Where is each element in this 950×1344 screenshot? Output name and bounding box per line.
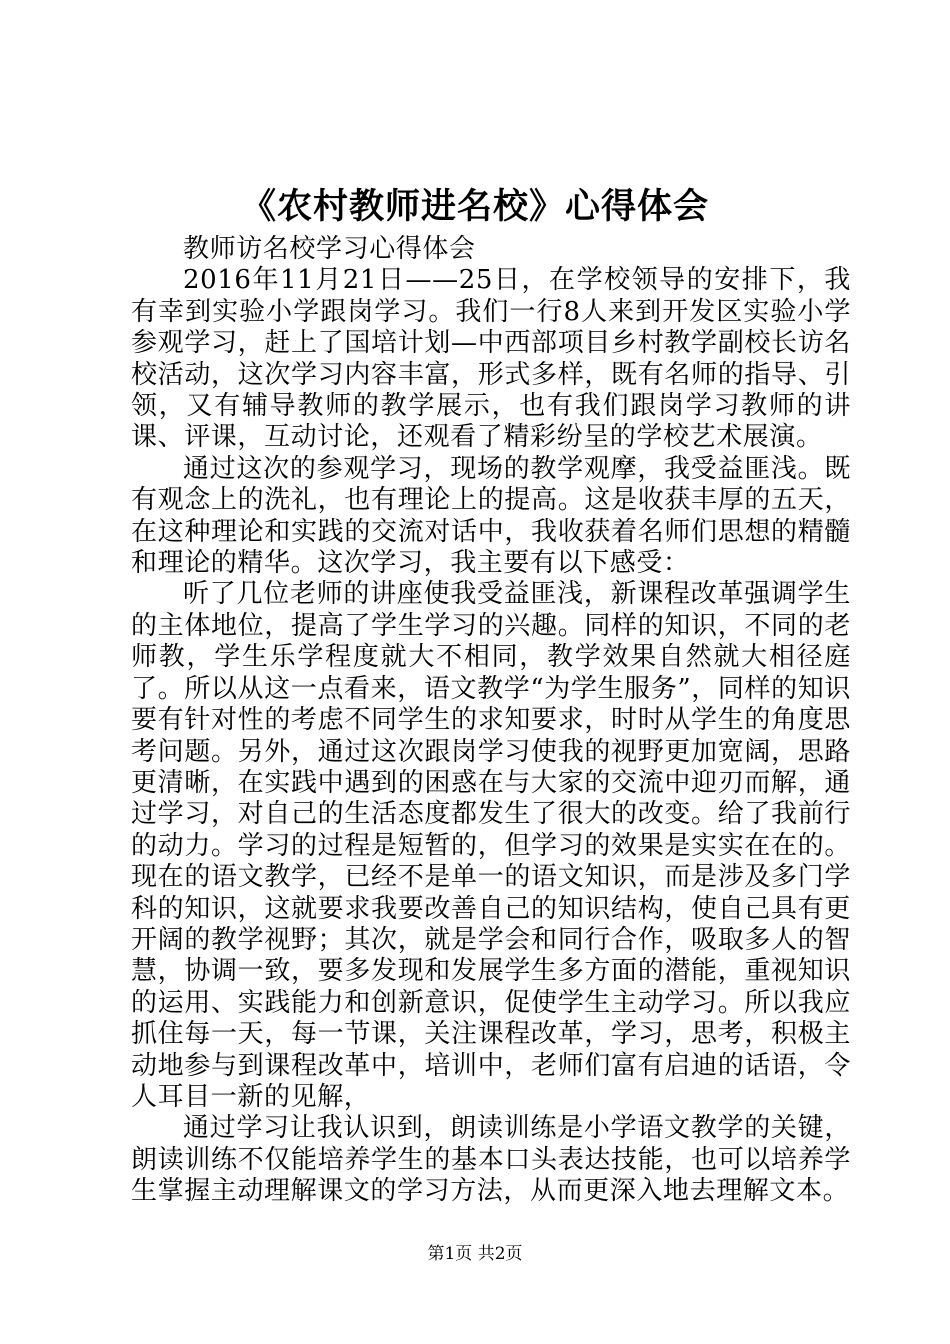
paragraph-subtitle: 教师访名校学习心得体会 bbox=[183, 234, 476, 264]
page-number-footer: 第1页 共2页 bbox=[427, 1244, 523, 1264]
paragraph-lectures: 听了几位老师的讲座使我受益匪浅，新课程改革强调学生的主体地位，提高了学生学习的兴趣。同样的知识，不同的老师教，学生乐学程度就大不相同，教学效果自然就大相径庭了。所以从这一点看来，语文教学“为学生服务”，同样的知识要有针对性的考虑不同学生的求知要求，时时从学生的角度思考问题。另外，通过这次跟岗学习使我的视野更加宽阔，思路更清晰，在实践中遇到的困惑在与大家的交流中迎刃而解，通过学习，对自己的生活态度都发生了很大的改变。给了我前行的动力。学习的过程是短暂的，但学习的效果是实实在在的。现在的语文教学，已经不是单一的语文知识，而是涉及多门学科的知识，这就要求我要改善自己的知识结构，使自己具有更开阔的教学视野；其次，就是学会和同行合作，吸取多人的智慧，协调一致，要多发现和发展学生多方面的潜能，重视知识的运用、实践能力和创新意识，促使学生主动学习。所以我应抓住每一天，每一节课，关注课程改革，学习，思考，积极主动地参与到课程改革中，培训中，老师们富有启迪的话语，令人耳目一新的见解， bbox=[131, 579, 851, 1112]
document-body bbox=[131, 234, 851, 1208]
paragraph-reading: 通过学习让我认识到，朗读训练是小学语文教学的关键，朗读训练不仅能培养学生的基本口头表达技能，也可以培养学生掌握主动理解课文的学习方法，从而更深入地去理解文本。 bbox=[131, 1113, 851, 1207]
paragraph-intro: 2016年11月21日——25日，在学校领导的安排下，我有幸到实验小学跟岗学习。我们一行8人来到开发区实验小学参观学习，赶上了国培计划—中西部项目乡村教学副校长访名校活动，这次学习内容丰富，形式多样，既有名师的指导、引领，又有辅导教师的教学展示，也有我们跟岗学习教师的讲课、评课，互动讨论，还观看了精彩纷呈的学校艺术展演。 bbox=[131, 265, 851, 453]
paragraph-impression: 通过这次的参观学习，现场的教学观摩，我受益匪浅。既有观念上的洗礼，也有理论上的提高。这是收获丰厚的五天，在这种理论和实践的交流对话中，我收获着名师们思想的精髓和理论的精华。这次学习，我主要有以下感受： bbox=[131, 453, 851, 579]
document-title: 《农村教师进名校》心得体会 bbox=[240, 186, 709, 227]
